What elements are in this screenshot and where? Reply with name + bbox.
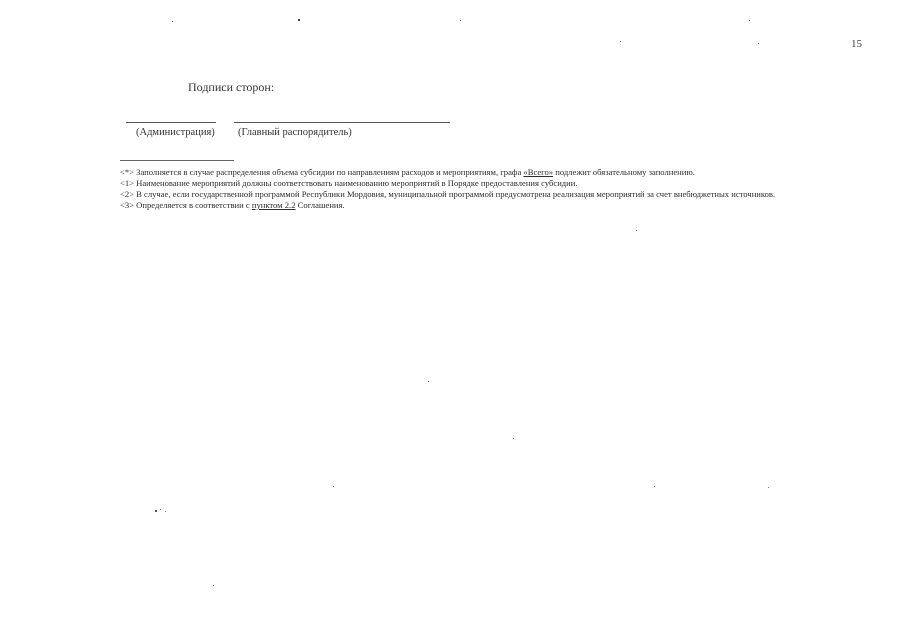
footnote-separator	[120, 160, 234, 161]
footnote-3-link[interactable]: пунктом 2.2	[251, 200, 296, 210]
footnote-star-link[interactable]: «Всего»	[523, 167, 554, 177]
scan-speck	[620, 41, 621, 42]
footnotes	[90, 167, 861, 211]
signature-label-chief-manager: (Главный распорядитель)	[238, 127, 352, 138]
scan-speck	[160, 509, 161, 510]
footnote-1: <1> Наименование мероприятий должны соответствовать наименованию мероприятий в Порядке предоставления субсидии.	[120, 178, 578, 188]
page-number: 15	[851, 38, 862, 50]
scan-speck	[172, 21, 173, 22]
scan-speck	[155, 510, 157, 512]
scan-speck	[333, 486, 334, 487]
scan-speck	[460, 20, 461, 21]
footnote-2: <2> В случае, если государственной программой Республики Мордовия, муниципальной программой предусмотрена реализация мероприятий за счет внебюджетных источников.	[120, 189, 776, 199]
scan-speck	[298, 19, 300, 21]
scan-speck	[165, 511, 166, 512]
footnote-star	[90, 167, 861, 178]
scan-speck	[768, 487, 769, 488]
footnote-3-text-end: Соглашения.	[295, 200, 345, 210]
footnote-star-text: <*> Заполняется в случае распределения объема субсидии по направлениям расходов и мероприятиям, графа	[120, 167, 524, 177]
signature-line-chief-manager	[234, 122, 450, 123]
footnote-star-text-end: подлежит обязательному заполнению.	[553, 167, 695, 177]
footnote-3-text: <3> Определяется в соответствии с	[120, 200, 252, 210]
scan-speck	[428, 381, 429, 382]
scan-speck	[213, 585, 214, 586]
scan-speck	[513, 438, 514, 439]
scan-speck	[636, 230, 637, 231]
signatures-heading: Подписи сторон:	[188, 80, 275, 94]
scan-speck	[654, 486, 655, 487]
footnote-3	[90, 200, 861, 211]
signature-line-administration	[126, 122, 216, 123]
scan-speck	[758, 43, 759, 44]
scan-speck	[749, 20, 750, 21]
signature-label-administration: (Администрация)	[136, 127, 215, 138]
